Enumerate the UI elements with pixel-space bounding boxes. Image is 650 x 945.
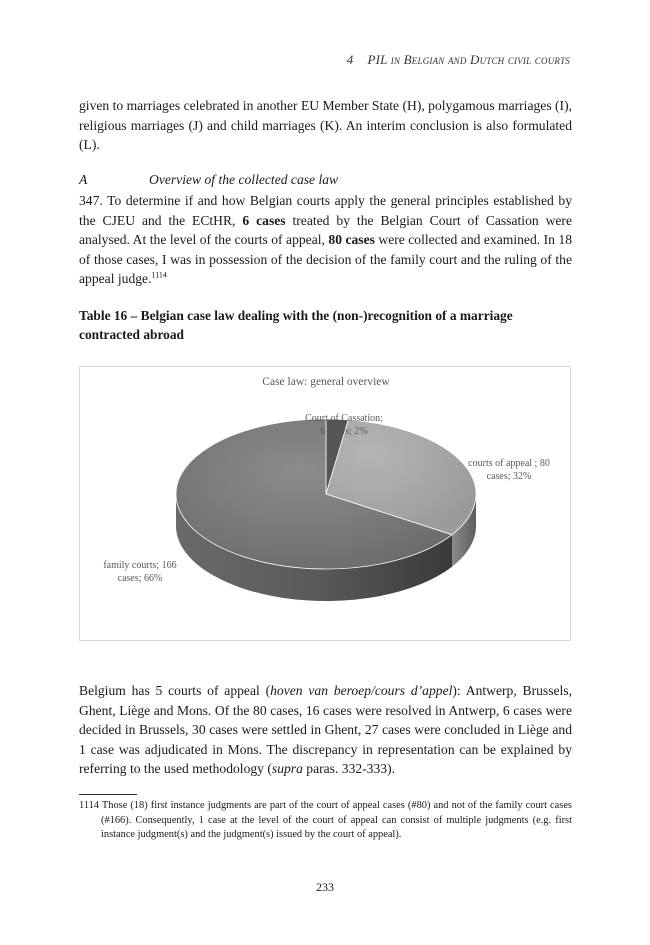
paragraph-347-bold-1: 6 cases xyxy=(242,212,286,228)
pie-chart xyxy=(79,366,571,641)
paragraph-3-text-1: Belgium has 5 courts of appeal ( xyxy=(79,683,271,698)
section-letter: A xyxy=(79,172,88,187)
chart-title: Case law: general overview xyxy=(262,376,390,388)
section-heading xyxy=(79,172,338,188)
footnote-number: 1114 xyxy=(79,800,100,811)
footnote-1114 xyxy=(79,799,572,843)
paragraph-intro: given to marriages celebrated in another EU Member State (H), polygamous marriages (I), religious marriages (J) and child marriages (K). An interim conclusion is also formulated (L). xyxy=(79,98,572,153)
paragraph-3-italic-2: supra xyxy=(271,761,303,777)
chapter-title: PIL in Belgian and Dutch civil courts xyxy=(367,52,570,67)
paragraph-347-text-1: 347. To determine if and how Belgian courts apply the general principles established by the CJEU and the ECtHR, xyxy=(79,193,572,228)
paragraph-3-text-3: paras. 332-333). xyxy=(302,761,396,777)
section-title: Overview of the collected case law xyxy=(149,172,339,187)
data-label-courts-of-appeal: courts of appeal ; 80 cases; 32% xyxy=(468,458,550,482)
running-header xyxy=(347,52,570,68)
data-label-family-courts: family courts; 166 cases; 66% xyxy=(103,560,177,584)
paragraph-347 xyxy=(79,191,572,289)
table-caption: Table 16 – Belgian case law dealing with the (non-)recognition of a marriage contracted abroad xyxy=(79,308,513,342)
paragraph-347-text-3: were collected and examined. In 18 of those cases, I was in possession of the decision of the family court and the ruling of the appeal judge. xyxy=(79,232,572,287)
paragraph-courts-of-appeal xyxy=(79,681,572,779)
paragraph-347-bold-2: 80 cases xyxy=(328,232,375,248)
footnote-reference[interactable]: 1114 xyxy=(151,270,167,280)
chapter-number: 4 xyxy=(346,52,354,67)
paragraph-3-italic-1: hoven van beroep/cours d’appel xyxy=(270,683,453,698)
page-number: 233 xyxy=(316,880,334,894)
paragraph-347-text-2: treated by the Belgian Court of Cassation were analysed. At the level of the courts of appeal, xyxy=(79,212,572,248)
pie-chart-svg xyxy=(80,367,572,642)
footnote-text: Those (18) first instance judgments are part of the court of appeal cases (#80) and not of the family court cases (#166). Consequently, 1 case at the level of the court of appeal can consist of multiple judgments (e.g. first instance judgment(s) and the judgment(s) issued by the court of appeal). xyxy=(101,800,572,841)
data-label-court-of-cassation: Court of Cassation; 6 cases; 2% xyxy=(305,413,383,437)
footnote-divider xyxy=(79,794,137,795)
paragraph-3-text-2: ): Antwerp, Brussels, Ghent, Liège and Mons. Of the 80 cases, 16 cases were resolved in Antwerp, 6 cases were decided in Brussels, 30 cases were settled in Ghent, 27 cases were concluded in Liège and 1 case was adjudicated in Mons. The discrepancy in representation can be explained by referring to the used methodology ( xyxy=(79,683,572,777)
